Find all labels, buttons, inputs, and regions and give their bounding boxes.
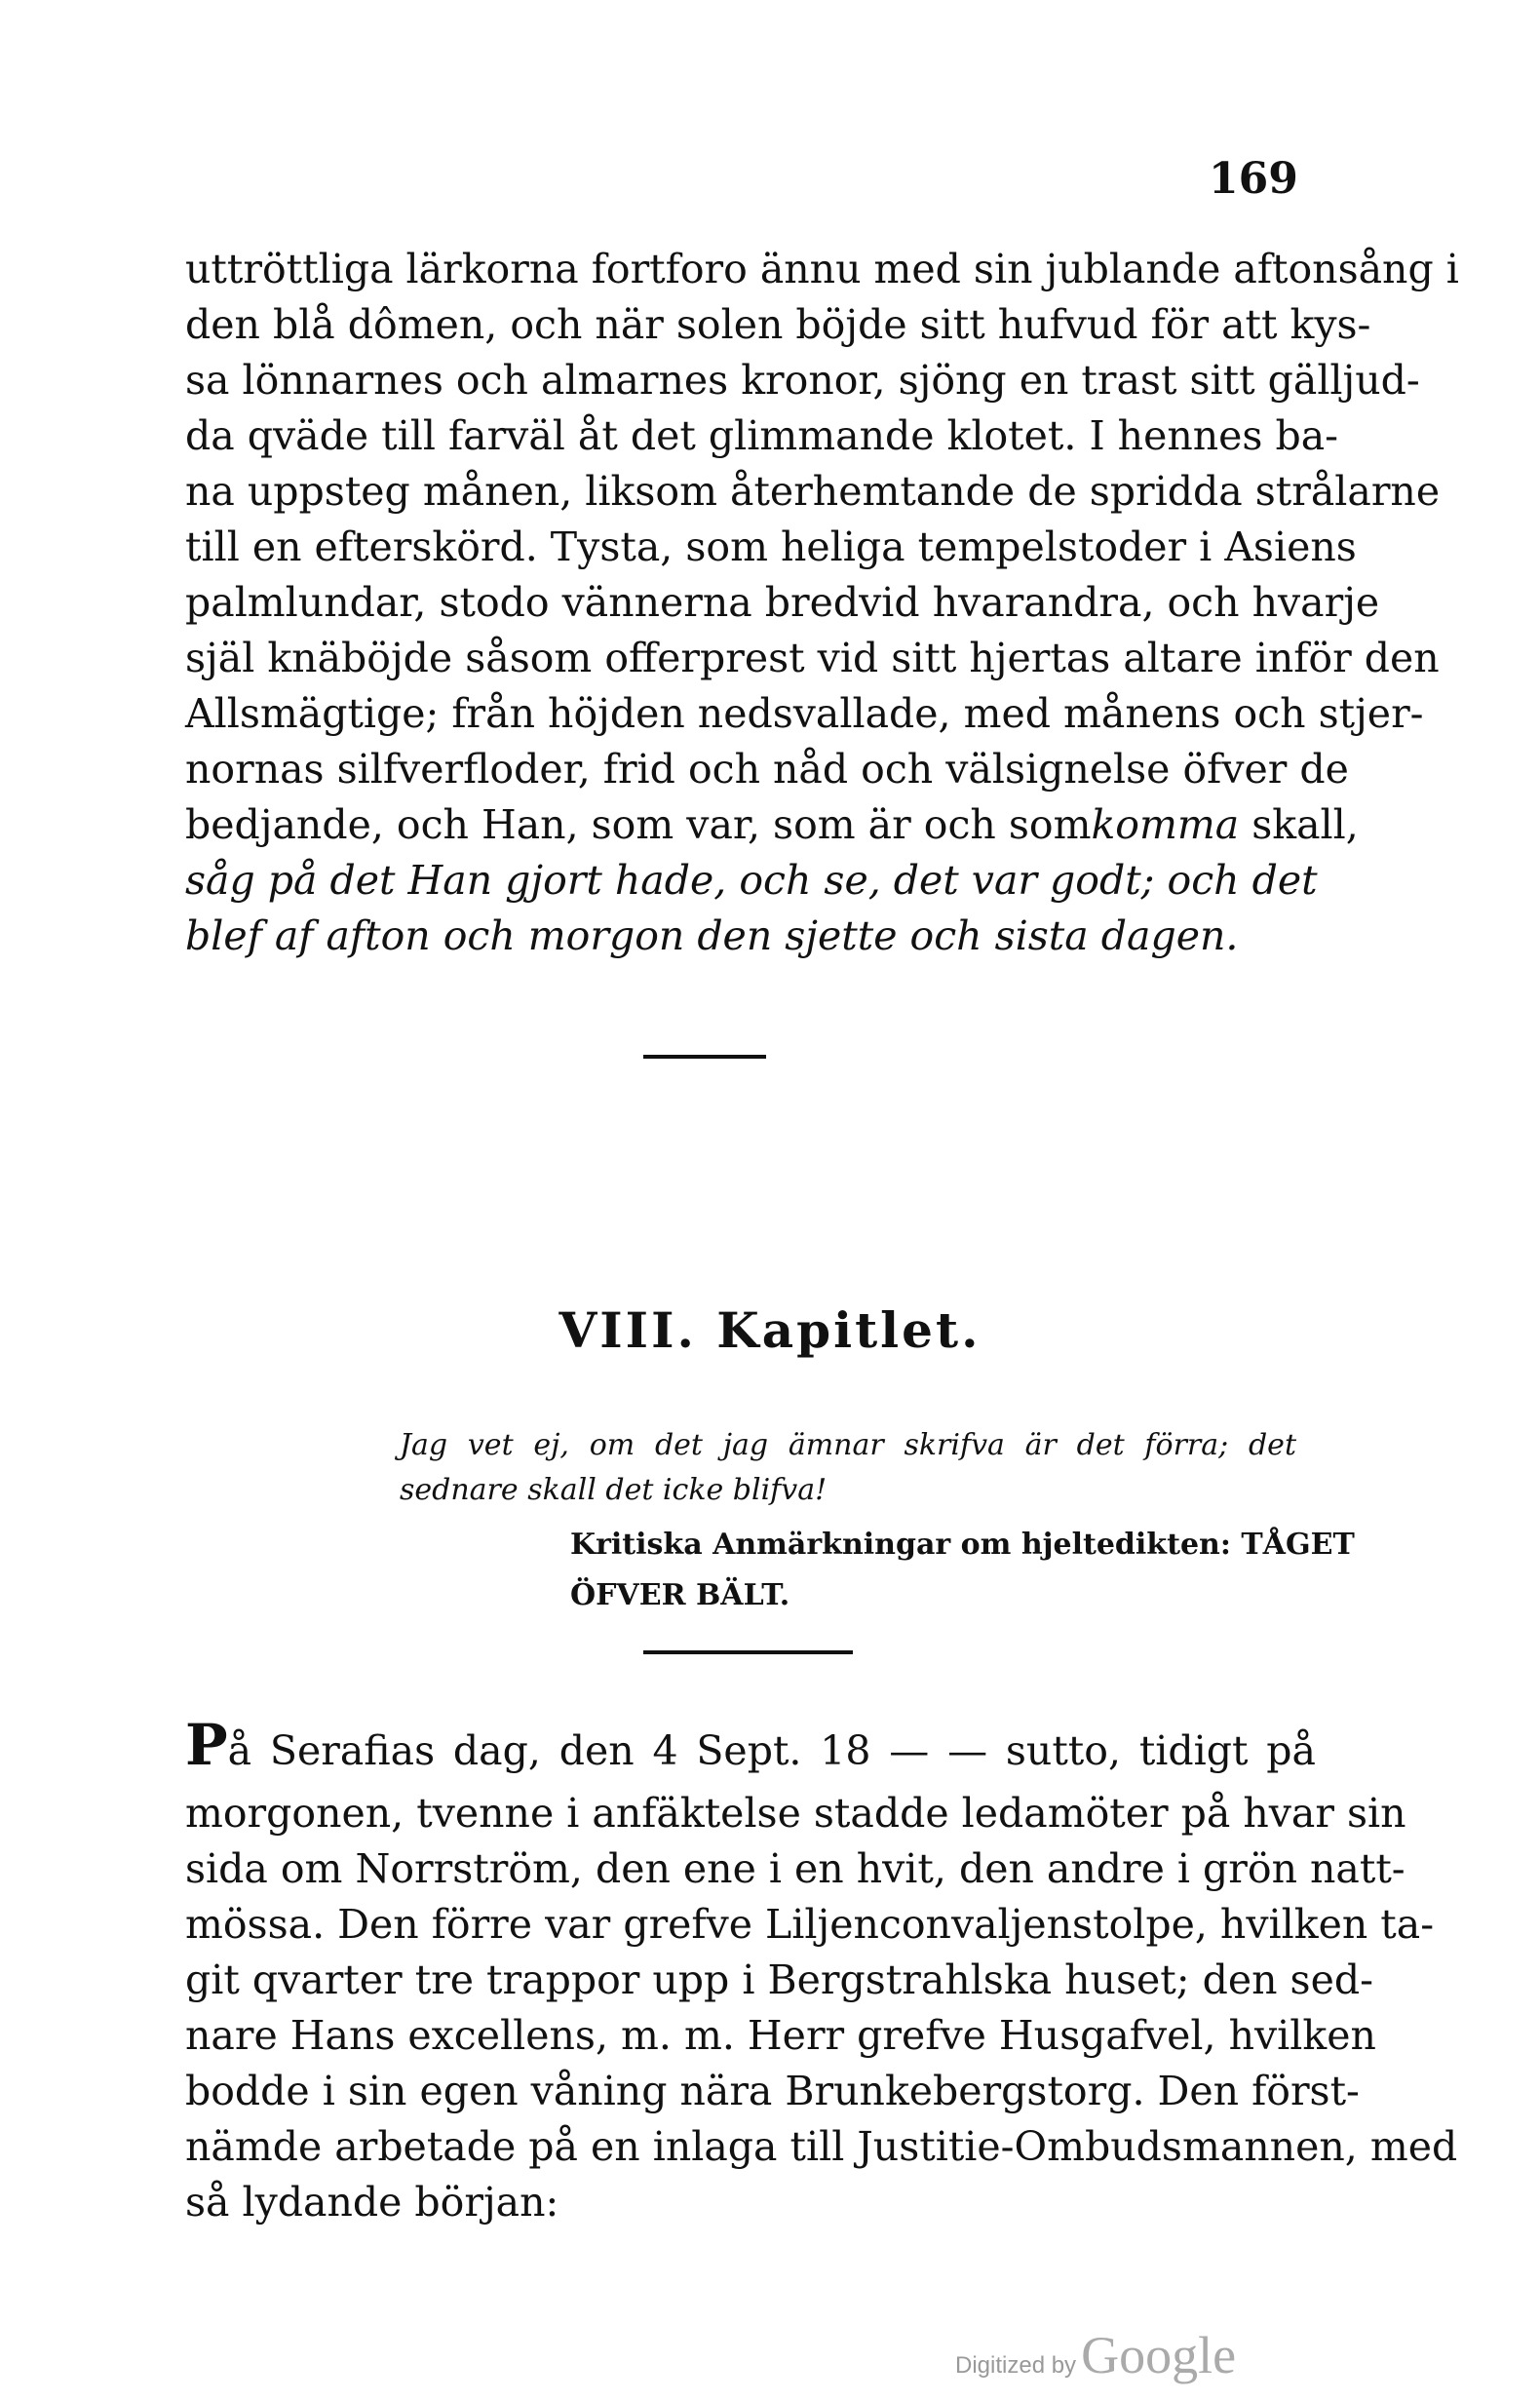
text-line: na uppsteg månen, liksom återhemtande de spridda strålarne bbox=[185, 468, 1441, 515]
text-line: den blå dômen, och när solen böjde sitt hufvud för att kys- bbox=[185, 301, 1371, 348]
drop-cap: P bbox=[185, 1712, 228, 1778]
chapter-title: VIII. Kapitlet. bbox=[558, 1301, 982, 1359]
digitized-label: Digitized by bbox=[955, 2352, 1077, 2379]
text-line: själ knäböjde såsom offerprest vid sitt hjertas altare inför den bbox=[185, 635, 1440, 681]
text-segment: å Serafias dag, den 4 Sept. 18 — — sutto, tidigt på bbox=[227, 1727, 1316, 1774]
section-divider bbox=[643, 1650, 853, 1654]
text-line: sida om Norrström, den ene i en hvit, den andre i grön natt- bbox=[185, 1845, 1405, 1892]
text-line: Allsmägtige; från höjden nedsvallade, med månens och stjer- bbox=[185, 690, 1424, 737]
google-logo: Google bbox=[1081, 2326, 1237, 2384]
text-line: till en efterskörd. Tysta, som heliga tempelstoder i Asiens bbox=[185, 523, 1357, 570]
text-line: så lydande början: bbox=[185, 2179, 559, 2226]
section-divider bbox=[643, 1055, 766, 1059]
text-line: mössa. Den förre var grefve Liljenconvaljenstolpe, hvilken ta- bbox=[185, 1901, 1435, 1948]
text-line-first bbox=[185, 1712, 1316, 1778]
text-line: nare Hans excellens, m. m. Herr grefve Husgafvel, hvilken bbox=[185, 2012, 1376, 2059]
italic-line: såg på det Han gjort hade, och se, det var godt; och det bbox=[185, 857, 1318, 904]
italic-word: komma bbox=[1091, 801, 1240, 848]
text-segment-italic bbox=[1091, 797, 1358, 852]
italic-line: blef af afton och morgon den sjette och sista dagen. bbox=[185, 912, 1239, 959]
text-line: bodde i sin egen våning nära Brunkebergstorg. Den först- bbox=[185, 2068, 1360, 2114]
text-line: uttröttliga lärkorna fortforo ännu med sin jublande aftonsång i bbox=[185, 246, 1459, 292]
text-segment: bedjande, och Han, som var, som är och som bbox=[185, 801, 1092, 848]
epigraph-source: ÖFVER BÄLT. bbox=[570, 1578, 790, 1612]
page-number: 169 bbox=[1209, 154, 1298, 204]
text-line: git qvarter tre trappor upp i Bergstrahlska huset; den sed- bbox=[185, 1956, 1373, 2003]
text-tail: skall, bbox=[1239, 801, 1359, 848]
text-line: da qväde till farväl åt det glimmande klotet. I hennes ba- bbox=[185, 412, 1339, 459]
epigraph-source: Kritiska Anmärkningar om hjeltedikten: TÅGET bbox=[570, 1528, 1355, 1562]
text-line: nornas silfverfloder, frid och nåd och välsignelse öfver de bbox=[185, 746, 1349, 793]
text-line: morgonen, tvenne i anfäktelse stadde ledamöter på hvar sin bbox=[185, 1790, 1406, 1837]
epigraph-line: Jag vet ej, om det jag ämnar skrifva är det förra; det bbox=[400, 1428, 1296, 1462]
text-line: palmlundar, stodo vännerna bredvid hvarandra, och hvarje bbox=[185, 579, 1380, 626]
text-line: nämde arbetade på en inlaga till Justitie-Ombudsmannen, med bbox=[185, 2123, 1458, 2170]
epigraph-line: sednare skall det icke blifva! bbox=[400, 1473, 828, 1507]
digitized-footer bbox=[955, 2325, 1236, 2385]
text-line: sa lönnarnes och almarnes kronor, sjöng en trast sitt gälljud- bbox=[185, 357, 1420, 404]
text-line-mixed bbox=[185, 797, 1359, 852]
